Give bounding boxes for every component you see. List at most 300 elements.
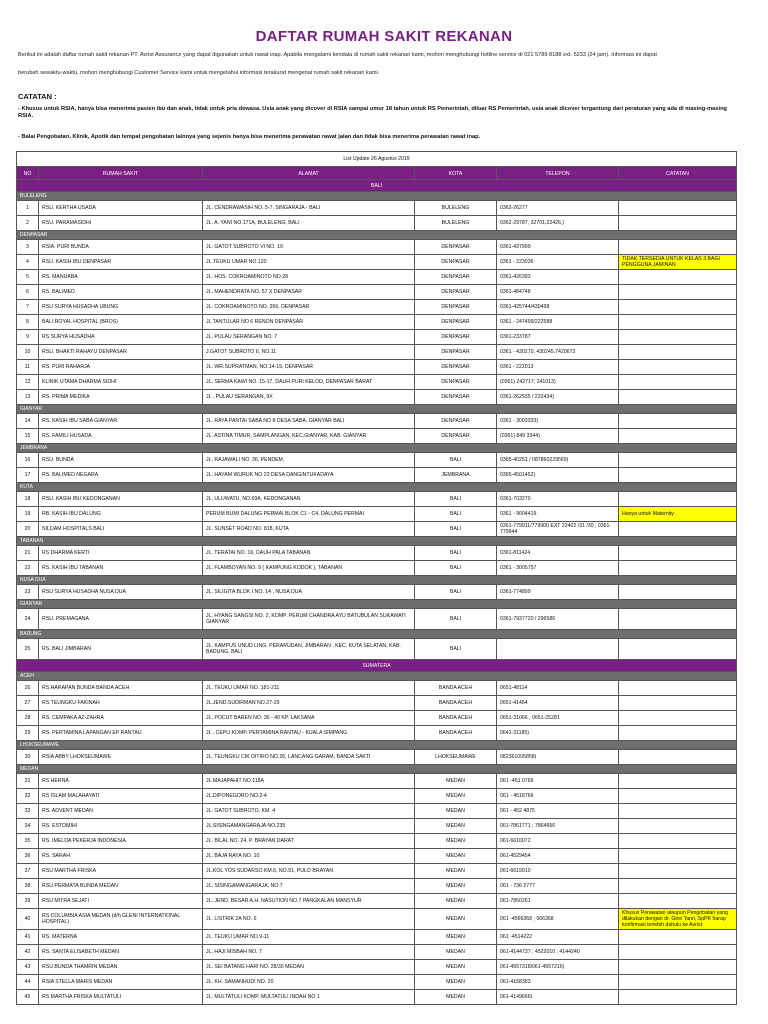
intro-paragraph-1: Berikut ini adalah daftar rumah sakit rekanan PT. Avrist Assurance yang dapat digunakan untuk rawat inap. Apabila mengalami kendala di rumah sakit rekanan kami, mohon menghubungi hotline service di 021 5789 8188 ext. 5233 (24 jam). Informasi ini dapat: [18, 52, 657, 58]
cell-telepon: 0361-426393: [497, 270, 619, 285]
cell-catatan: [619, 990, 737, 1005]
cell-no: 5: [17, 270, 39, 285]
cell-alamat: JL. SEI BATANG HARI NO. 28/30 MEDAN: [203, 960, 415, 975]
table-row: [17, 930, 737, 945]
cell-catatan: [619, 360, 737, 375]
cell-alamat: JL . PULAU SERANGAN, 9X: [203, 390, 415, 405]
cell-rumah-sakit: RS. BALI JIMBARAN: [39, 639, 203, 660]
column-header-catatan: CATATAN: [619, 167, 737, 182]
cell-rumah-sakit: RS. KASIH IBU TABANAN: [39, 561, 203, 576]
group-label: JEMBRANA: [17, 444, 737, 453]
cell-telepon: [497, 639, 619, 660]
cell-catatan: [619, 216, 737, 231]
cell-rumah-sakit: RS.HARAPAN BUNDA BANDA ACEH: [39, 681, 203, 696]
group-label: GIANYAR: [17, 405, 737, 414]
cell-kota: MEDAN: [415, 849, 497, 864]
group-label: LHOKSEUMAWE: [17, 741, 737, 750]
cell-alamat: JL. POCUT BAREN NO. 36 - 40 KP. LAKSANA: [203, 711, 415, 726]
cell-rumah-sakit: RS. KASIH IBU SABA GIANYAR: [39, 414, 203, 429]
table-row: [17, 522, 737, 537]
cell-no: 6: [17, 285, 39, 300]
cell-catatan: TIDAK TERSEDIA UNTUK KELAS 3 BAGI PENGGUNA JAMINAN: [619, 255, 737, 270]
cell-catatan: [619, 546, 737, 561]
cell-catatan: [619, 240, 737, 255]
cell-rumah-sakit: RS. PERTAMINA LAPANGAN EP RANTAU: [39, 726, 203, 741]
cell-alamat: JL. COKROAMINOTO NO. 356, DENPASAR: [203, 300, 415, 315]
cell-alamat: JL.DIPONEGORO NO.2-4: [203, 789, 415, 804]
cell-telepon: 0651-48114: [497, 681, 619, 696]
cell-kota: DENPASAR: [415, 300, 497, 315]
cell-alamat: JL. TEUKU UMAR NO. 181-211: [203, 681, 415, 696]
cell-rumah-sakit: RSU PERMATA BUNDA MEDAN: [39, 879, 203, 894]
table-row: [17, 879, 737, 894]
cell-alamat: JL. GATOT SUBROTO VI NO. 19: [203, 240, 415, 255]
cell-alamat: JL. LISTRIK 2A NO. 6: [203, 909, 415, 930]
cell-no: 45: [17, 990, 39, 1005]
cell-no: 40: [17, 909, 39, 930]
table-row: [17, 468, 737, 483]
table-row: [17, 834, 737, 849]
cell-telepon: 061-6610072: [497, 834, 619, 849]
note-rsia: - Khusus untuk RSIA, hanya bisa menerima pasien ibu dan anak, tidak untuk pria dewasa. Usia anak yang dicover di RSIA sampai umur 18 tahun untuk RS Pemerintah, diluar RS Pemerintah, usia anak dicover tergantung dari peraturan yang ada di masing-masing RSIA.: [18, 106, 728, 119]
group-row: [17, 483, 737, 492]
cell-catatan: [619, 468, 737, 483]
cell-alamat: JL. SISINGAMANGARAJA, NO.7: [203, 879, 415, 894]
cell-no: 27: [17, 696, 39, 711]
cell-rumah-sakit: RS MARTHA FRISKA MULTATULI: [39, 990, 203, 1005]
cell-rumah-sakit: RS. SANTA ELISABETH MEDAN: [39, 945, 203, 960]
page-title: DAFTAR RUMAH SAKIT REKANAN: [255, 28, 513, 45]
cell-kota: DENPASAR: [415, 255, 497, 270]
group-row: [17, 537, 737, 546]
cell-rumah-sakit: RS. ESTOMIHI: [39, 819, 203, 834]
table-row: [17, 804, 737, 819]
cell-telepon: 0641-31185): [497, 726, 619, 741]
cell-alamat: JL. HOS. COKROAMINOTO NO.28: [203, 270, 415, 285]
cell-rumah-sakit: RS. MATERNA: [39, 930, 203, 945]
cell-no: 39: [17, 894, 39, 909]
cell-no: 38: [17, 879, 39, 894]
cell-alamat: JL. FLAMBOYAN NO. 9 ( KAMPUNG KODOK ), TABANAN: [203, 561, 415, 576]
cell-rumah-sakit: RSU BUNDA THAMRIN MEDAN: [39, 960, 203, 975]
cell-telepon: 0361 - 3005757: [497, 561, 619, 576]
cell-no: 24: [17, 609, 39, 630]
cell-telepon: (0361) 849 3344): [497, 429, 619, 444]
cell-no: 7: [17, 300, 39, 315]
cell-alamat: PERUM BUMI DALUNG PERMAI BLOK C1 - C4, DALUNG PERMAI: [203, 507, 415, 522]
table-row: [17, 726, 737, 741]
cell-no: 9: [17, 330, 39, 345]
group-row: [17, 600, 737, 609]
cell-catatan: [619, 639, 737, 660]
table-header: [16, 151, 737, 182]
group-label: BADUNG: [17, 630, 737, 639]
cell-alamat: JL. HYANG SANGSI NO. 2, KOMP. PERUM CHANDRA AYU BATUBULAN SUKAWATI GIANYAR: [203, 609, 415, 630]
table-row: [17, 864, 737, 879]
cell-kota: MEDAN: [415, 879, 497, 894]
cell-catatan: [619, 864, 737, 879]
cell-catatan: [619, 609, 737, 630]
cell-alamat: JL.TEUKU UMAR NO.120: [203, 255, 415, 270]
table-row: [17, 975, 737, 990]
cell-alamat: JL.SISINGAMANGARAJA NO.235: [203, 819, 415, 834]
cell-telepon: 0361-703270: [497, 492, 619, 507]
cell-catatan: [619, 270, 737, 285]
cell-telepon: 0361-233787: [497, 330, 619, 345]
cell-kota: BANDA ACEH: [415, 726, 497, 741]
cell-no: 10: [17, 345, 39, 360]
cell-kota: MEDAN: [415, 975, 497, 990]
cell-telepon: 0651-31066 ; 0651-25281: [497, 711, 619, 726]
cell-telepon: (0361) 242717; 241013): [497, 375, 619, 390]
cell-kota: BALI: [415, 609, 497, 630]
cell-telepon: 061-4158383: [497, 975, 619, 990]
cell-no: 26: [17, 681, 39, 696]
hospital-table: [16, 179, 737, 1005]
cell-rumah-sakit: RSU. KERTHA USADA: [39, 201, 203, 216]
cell-rumah-sakit: RS.TEUNGKU FAKINAH: [39, 696, 203, 711]
cell-telepon: 061-7850261: [497, 894, 619, 909]
cell-telepon: 0362-26277: [497, 201, 619, 216]
cell-telepon: 0361 - 247499/222588: [497, 315, 619, 330]
table-row: [17, 774, 737, 789]
cell-alamat: JL. KAMPUS UNUD LING. PERARUDAN, JIMBARAN , KEC. KUTA SELATAN, KAB. BADUNG, BALI: [203, 639, 415, 660]
cell-catatan: [619, 930, 737, 945]
cell-telepon: 061-4557318/061-4557216): [497, 960, 619, 975]
cell-alamat: JL. HAJI MISBAH NO. 7: [203, 945, 415, 960]
cell-rumah-sakit: RS. PRIMA MEDIKA: [39, 390, 203, 405]
cell-catatan: [619, 804, 737, 819]
cell-alamat: JL. HAYAM WURUK NO 23 DESA DANGINTUKADAYA: [203, 468, 415, 483]
cell-alamat: JL. KH. SAMANHUDI NO. 20: [203, 975, 415, 990]
table-row: [17, 849, 737, 864]
cell-alamat: JL . CEPU KOMP. PERTAMINA RANTAU - KUALA SIMPANG: [203, 726, 415, 741]
table-row: [17, 894, 737, 909]
cell-catatan: Khusus Perawatan ataupun Pengobatan yang dilakukan dengan dr. Gino Tann, SpPK harap konfirmasi terlebih dahulu ke Avrist: [619, 909, 737, 930]
cell-no: 2: [17, 216, 39, 231]
cell-catatan: [619, 375, 737, 390]
cell-rumah-sakit: RS. MANUABA: [39, 270, 203, 285]
cell-telepon: 0361-779911/779900 EXT 22402 /31 /30 ; 0361-779944: [497, 522, 619, 537]
cell-kota: JEMBRANA: [415, 468, 497, 483]
cell-telepon: 0365-40251 / 087860229569): [497, 453, 619, 468]
cell-catatan: [619, 945, 737, 960]
cell-kota: DENPASAR: [415, 375, 497, 390]
table-row: [17, 492, 737, 507]
cell-telepon: 061 -4514222: [497, 930, 619, 945]
cell-alamat: JL. GATOT SUBROTO, KM. 4: [203, 804, 415, 819]
cell-rumah-sakit: RSIA. PURI BUNDA: [39, 240, 203, 255]
cell-telepon: 0361-425744/430498: [497, 300, 619, 315]
cell-no: 13: [17, 390, 39, 405]
cell-kota: DENPASAR: [415, 330, 497, 345]
cell-telepon: 0362-29787, 32701,22426,): [497, 216, 619, 231]
cell-catatan: [619, 696, 737, 711]
cell-rumah-sakit: RSU. KASIH IBU KEDONGANAN: [39, 492, 203, 507]
cell-rumah-sakit: RS DHARMA KERTI: [39, 546, 203, 561]
cell-rumah-sakit: RS. ADVENT MEDAN: [39, 804, 203, 819]
cell-alamat: JL. TEUNGKU CIK DITIRO NO.26, LANCANG GARAM, BANDA SAKTI: [203, 750, 415, 765]
cell-telepon: 061-4144737 ; 4522010 ; 4144240: [497, 945, 619, 960]
table-row: [17, 201, 737, 216]
cell-alamat: JL. ASTINA TIMUR, SAMPLANGAN, KEC.GIANYAR, KAB. GIANYAR: [203, 429, 415, 444]
group-row: [17, 630, 737, 639]
cell-telepon: 0361 - 223036: [497, 255, 619, 270]
cell-alamat: JL.JEND.SUDIRMAN NO.27-29: [203, 696, 415, 711]
cell-rumah-sakit: RSU MARTHA FRISKA: [39, 864, 203, 879]
cell-catatan: [619, 453, 737, 468]
cell-catatan: [619, 819, 737, 834]
cell-alamat: JL. JEND. BESAR A.H. NASUTION NO.7 PANGKALAN MANSYUR: [203, 894, 415, 909]
cell-kota: DENPASAR: [415, 240, 497, 255]
cell-rumah-sakit: RS. BALIMED: [39, 285, 203, 300]
cell-kota: BALI: [415, 507, 497, 522]
list-update-date: List Update 26 Agustus 2019: [17, 152, 737, 167]
cell-alamat: JL. RAJAWALI NO. 36, PENDEM,: [203, 453, 415, 468]
cell-no: 15: [17, 429, 39, 444]
cell-no: 20: [17, 522, 39, 537]
cell-kota: MEDAN: [415, 945, 497, 960]
cell-alamat: JL. MAHENDRATA NO. 57 X DENPASAR: [203, 285, 415, 300]
group-label: ACEH: [17, 672, 737, 681]
cell-telepon: 061-4149666): [497, 990, 619, 1005]
group-row: [17, 672, 737, 681]
cell-kota: BALI: [415, 585, 497, 600]
cell-kota: MEDAN: [415, 960, 497, 975]
group-label: GIANYAR: [17, 600, 737, 609]
cell-catatan: [619, 849, 737, 864]
cell-alamat: JL. RAYA PANTAI SABA NO 8 DESA SABA, GIANYAR BALI: [203, 414, 415, 429]
cell-alamat: JL. SILIGITA BLOK I NO. 14 , NUSA DUA: [203, 585, 415, 600]
cell-telepon: 0365-4501452): [497, 468, 619, 483]
cell-telepon: 0361-811424: [497, 546, 619, 561]
cell-rumah-sakit: RS. PURI RAHARJA: [39, 360, 203, 375]
cell-telepon: 061 - 4518766: [497, 789, 619, 804]
cell-catatan: [619, 201, 737, 216]
cell-alamat: JL. BAJA RAYA NO. 10: [203, 849, 415, 864]
cell-no: 16: [17, 453, 39, 468]
cell-telepon: 061-6619910: [497, 864, 619, 879]
cell-kota: MEDAN: [415, 909, 497, 930]
cell-catatan: [619, 315, 737, 330]
cell-telepon: 061 - 736 2777: [497, 879, 619, 894]
cell-catatan: [619, 330, 737, 345]
group-label: BULELENG: [17, 192, 737, 201]
cell-rumah-sakit: RSU MITRA SEJATI: [39, 894, 203, 909]
cell-rumah-sakit: RS ISLAM MALAHAYATI: [39, 789, 203, 804]
cell-kota: DENPASAR: [415, 414, 497, 429]
cell-alamat: JL. WR.SUPRATMAN, NO.14-19, DENPASAR: [203, 360, 415, 375]
cell-catatan: [619, 750, 737, 765]
cell-kota: DENPASAR: [415, 285, 497, 300]
table-row: [17, 609, 737, 630]
table-row: [17, 789, 737, 804]
column-header-rumah-sakit: RUMAH SAKIT: [39, 167, 203, 182]
table-row: [17, 639, 737, 660]
group-row: [17, 765, 737, 774]
cell-kota: BULELENG: [415, 201, 497, 216]
cell-catatan: Hanya untuk Maternity: [619, 507, 737, 522]
table-row: [17, 681, 737, 696]
cell-telepon: 061 -4566368 ; 566368: [497, 909, 619, 930]
cell-kota: BULELENG: [415, 216, 497, 231]
cell-catatan: [619, 561, 737, 576]
cell-no: 19: [17, 507, 39, 522]
cell-kota: BALI: [415, 522, 497, 537]
cell-rumah-sakit: RSU. BUNDA: [39, 453, 203, 468]
column-header-kota: KOTA: [415, 167, 497, 182]
cell-alamat: JL. TEUKU UMAR NO.9-11: [203, 930, 415, 945]
cell-no: 44: [17, 975, 39, 990]
cell-rumah-sakit: RB. KASIH IBU DALUNG: [39, 507, 203, 522]
cell-catatan: [619, 681, 737, 696]
notes-heading: CATATAN :: [18, 92, 57, 101]
cell-no: 34: [17, 819, 39, 834]
cell-catatan: [619, 975, 737, 990]
cell-no: 30: [17, 750, 39, 765]
table-row: [17, 390, 737, 405]
table-row: [17, 216, 737, 231]
cell-rumah-sakit: RSU SURYA HUSADHA NUSA DUA: [39, 585, 203, 600]
cell-catatan: [619, 300, 737, 315]
cell-alamat: JL. PULAU SERANGAN NO. 7: [203, 330, 415, 345]
cell-telepon: 0361-437999: [497, 240, 619, 255]
group-row: [17, 576, 737, 585]
cell-kota: BALI: [415, 546, 497, 561]
cell-no: 14: [17, 414, 39, 429]
cell-catatan: [619, 960, 737, 975]
cell-telepon: 061 - 452 4875: [497, 804, 619, 819]
cell-rumah-sakit: RSU. BHAKTI RAHAYU DENPASAR: [39, 345, 203, 360]
cell-no: 32: [17, 789, 39, 804]
cell-rumah-sakit: RS SURYA HUSADHA: [39, 330, 203, 345]
cell-no: 43: [17, 960, 39, 975]
cell-kota: DENPASAR: [415, 315, 497, 330]
cell-no: 35: [17, 834, 39, 849]
table-row: [17, 429, 737, 444]
table-row: [17, 330, 737, 345]
cell-catatan: [619, 390, 737, 405]
cell-kota: MEDAN: [415, 789, 497, 804]
note-balai-pengobatan: - Balai Pengobatan, Klinik, Apotik dan tempat pengobatan lainnya yang sejenis hanya bisa menerima perawatan rawat jalan dan tidak bisa menerima perawatan rawat inap.: [18, 134, 481, 140]
cell-catatan: [619, 285, 737, 300]
cell-kota: DENPASAR: [415, 360, 497, 375]
cell-kota: MEDAN: [415, 930, 497, 945]
cell-no: 36: [17, 849, 39, 864]
table-row: [17, 315, 737, 330]
cell-telepon: 0361 - 3003333): [497, 414, 619, 429]
cell-catatan: [619, 522, 737, 537]
cell-telepon: 0361 - 222013: [497, 360, 619, 375]
table-row: [17, 270, 737, 285]
cell-telepon: 0361 - 9004419: [497, 507, 619, 522]
table-row: [17, 909, 737, 930]
cell-kota: DENPASAR: [415, 270, 497, 285]
cell-alamat: JL. ULUWATU, NO.69A, KEDONGANAN: [203, 492, 415, 507]
cell-kota: DENPASAR: [415, 429, 497, 444]
cell-catatan: [619, 585, 737, 600]
table-row: [17, 990, 737, 1005]
region-label: SUMATERA: [17, 660, 737, 672]
table-row: [17, 375, 737, 390]
cell-catatan: [619, 879, 737, 894]
cell-rumah-sakit: RS COLUMBIA ASIA MEDAN (d/h GLENI INTERNATIONAL HOSPITAL): [39, 909, 203, 930]
table-row: [17, 711, 737, 726]
cell-alamat: J.GATOT SUBROTO II, NO.11: [203, 345, 415, 360]
cell-rumah-sakit: RS. BALIMED NEGARA: [39, 468, 203, 483]
cell-telepon: 0361-774899: [497, 585, 619, 600]
region-row: [17, 180, 737, 192]
cell-rumah-sakit: RSIA STELLA MARIS MEDAN: [39, 975, 203, 990]
cell-catatan: [619, 726, 737, 741]
column-header-no: NO: [17, 167, 39, 182]
group-row: [17, 231, 737, 240]
cell-alamat: JL. CENDRAWASIH NO. 5-7, SINGARAJA - BALI: [203, 201, 415, 216]
intro-paragraph-2: berubah sewaktu-waktu, mohon menghubungi Customer Service kami untuk mengetahui informasi terakurat mengenai rumah sakit rekanan kami.: [18, 70, 380, 76]
table-row: [17, 546, 737, 561]
table-row: [17, 453, 737, 468]
table-row: [17, 561, 737, 576]
cell-telepon: 061 -451 0766: [497, 774, 619, 789]
cell-alamat: JL. A. YANI NO.171A, BULELENG, BALI: [203, 216, 415, 231]
cell-telepon: 0361-262535 / 232434): [497, 390, 619, 405]
cell-rumah-sakit: RS. IMELDA PEKERJA INDONESIA: [39, 834, 203, 849]
cell-kota: DENPASAR: [415, 345, 497, 360]
cell-catatan: [619, 345, 737, 360]
table-row: [17, 750, 737, 765]
cell-catatan: [619, 429, 737, 444]
region-row: [17, 660, 737, 672]
cell-no: 22: [17, 561, 39, 576]
cell-no: 18: [17, 492, 39, 507]
cell-kota: BALI: [415, 492, 497, 507]
cell-alamat: JL. MULTATULI KOMP. MULTATULI INDAH NO 1: [203, 990, 415, 1005]
cell-catatan: [619, 834, 737, 849]
cell-kota: MEDAN: [415, 894, 497, 909]
group-row: [17, 192, 737, 201]
table-row: [17, 945, 737, 960]
cell-no: 42: [17, 945, 39, 960]
cell-rumah-sakit: RS. FAMILI HUSADA: [39, 429, 203, 444]
cell-no: 1: [17, 201, 39, 216]
cell-telepon: 0361-484748: [497, 285, 619, 300]
cell-rumah-sakit: RS. SARAH: [39, 849, 203, 864]
cell-no: 28: [17, 711, 39, 726]
table-row: [17, 585, 737, 600]
table-row: [17, 240, 737, 255]
cell-no: 37: [17, 864, 39, 879]
region-label: BALI: [17, 180, 737, 192]
group-label: KUTA: [17, 483, 737, 492]
cell-kota: BANDA ACEH: [415, 681, 497, 696]
cell-kota: DENPASAR: [415, 390, 497, 405]
cell-rumah-sakit: RSU. PREMAGANA: [39, 609, 203, 630]
cell-telepon: 061-7861771 ; 7864656: [497, 819, 619, 834]
cell-kota: BALI: [415, 453, 497, 468]
table-row: [17, 360, 737, 375]
cell-alamat: JL. SERMA KAWI NO. 15-17, DAUH PURI KELOD, DENPASAR BARAT: [203, 375, 415, 390]
table-row: [17, 819, 737, 834]
cell-rumah-sakit: RSU. PARAMASIDHI: [39, 216, 203, 231]
cell-no: 33: [17, 804, 39, 819]
cell-catatan: [619, 894, 737, 909]
cell-kota: MEDAN: [415, 864, 497, 879]
cell-telepon: 082361005858): [497, 750, 619, 765]
table-row: [17, 414, 737, 429]
cell-alamat: JL. BILAL NO. 24, P. BRAYAN DARAT: [203, 834, 415, 849]
cell-rumah-sakit: RS. CEMPAKA AZ-ZAHRA: [39, 711, 203, 726]
cell-no: 3: [17, 240, 39, 255]
